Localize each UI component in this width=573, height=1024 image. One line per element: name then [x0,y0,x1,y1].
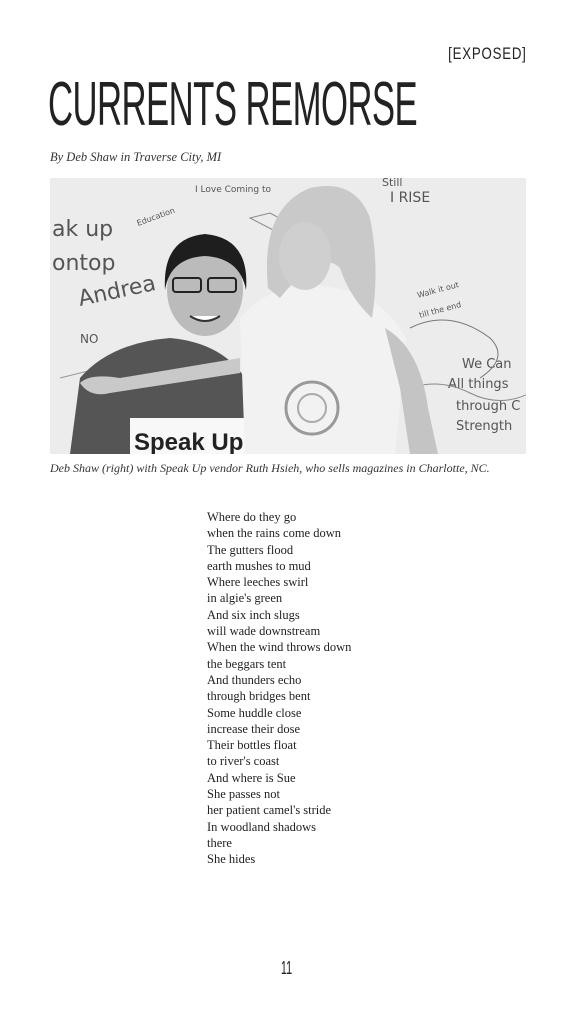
byline: By Deb Shaw in Traverse City, MI [50,150,222,164]
poem-line: Where do they go [207,510,297,524]
photo-caption: Deb Shaw (right) with Speak Up vendor Ruth Hsieh, who sells magazines in Charlotte, NC. [50,461,490,475]
poem-line: in algie's green [207,591,283,606]
poem-line: Some huddle close [207,705,302,720]
scribble: Andrea [76,271,159,312]
scribble: I Love Coming to [195,185,271,195]
poem-line: In woodland shadows [207,819,317,834]
scribble: Still [382,178,403,189]
scribble: Strength [456,419,513,434]
poem-line: And thunders echo [207,672,302,687]
section-tag: [EXPOSED] [448,44,527,63]
photo-illustration [50,178,526,454]
poem-line: when the rains come down [207,526,341,541]
poem-line: Their bottles float [207,738,297,753]
poem-line: earth mushes to mud [207,558,311,573]
poem-line: through bridges bent [207,689,311,704]
scribble: ak up [52,217,114,242]
scribble: NO [80,332,99,346]
poem [207,509,351,868]
page-number: 11 [280,958,293,978]
article-title: CURRENTS REMORSE [48,70,418,139]
poem-line: her patient camel's stride [207,803,332,818]
poem-line: the beggars tent [207,656,287,671]
poem-line: The gutters flood [207,542,294,557]
poem-line: increase their dose [207,721,301,736]
scribble: Education [135,205,177,228]
scribble: Walk it out [416,280,460,300]
poem-line: Where leeches swirl [207,575,309,590]
scribble: I RISE [390,190,431,206]
poem-line: to river's coast [207,754,280,769]
poem-line: there [207,835,232,850]
poem-line: And where is Sue [207,770,296,785]
shirt-text: Speak Up [134,429,244,454]
poem-line: She hides [207,852,256,867]
poem-line: And six inch slugs [207,607,300,622]
scribble: We Can [462,357,512,372]
poem-line: will wade downstream [207,624,321,639]
poem-line: She passes not [207,787,280,802]
poem-line: When the wind throws down [207,640,352,655]
scribble: through C [456,399,521,414]
scribble: till the end [418,300,463,320]
scribble: All things [448,377,509,392]
article-photo [50,178,526,454]
scribble: ontop [52,251,116,276]
